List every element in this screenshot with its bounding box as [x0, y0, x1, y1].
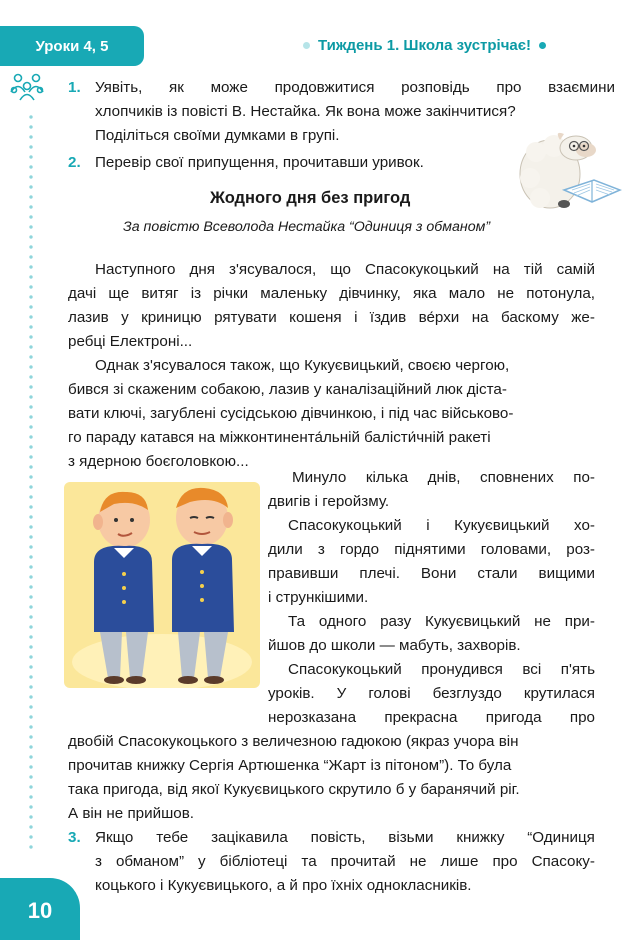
- story-line: Та одного разу Кукуєвицький не при-: [288, 613, 595, 630]
- story-line: така пригода, від якої Кукуєвицького скрутило б у баранячий ріг.: [68, 781, 520, 798]
- story-line: дили з гордо піднятими головами, роз-: [268, 541, 595, 558]
- story-line: А він не прийшов.: [68, 805, 195, 822]
- story-line: Минуло кілька днів, сповнених по-: [292, 469, 595, 486]
- lesson-label: Уроки 4, 5: [35, 37, 109, 55]
- week-header: [303, 33, 603, 57]
- page-number: [0, 878, 80, 940]
- story-line: з ядерною боєголовкою...: [68, 453, 249, 470]
- story-title: Жодного дня без пригод: [210, 189, 411, 207]
- margin-dotted-line: [29, 112, 33, 854]
- story-line: нерозказана прекрасна пригода про: [268, 709, 595, 726]
- task-3-line: Якщо тебе зацікавила повість, візьми книжку “Одиниця: [95, 829, 595, 846]
- story-line: правивши плечі. Вони стали вищими: [268, 565, 595, 582]
- story-line: двигів і геройзму.: [268, 493, 390, 510]
- story-line: уроків. У голові безглуздо крутилася: [268, 685, 595, 702]
- task-number: 3.: [68, 829, 81, 846]
- task-3-line: коцького і Кукуєвицького, а й про їхніх однокласників.: [95, 877, 472, 894]
- story-line: йшов до школи — мабуть, захворів.: [268, 637, 521, 654]
- story-subtitle: За повістю Всеволода Нестайка “Одиниця з обманом”: [123, 219, 491, 235]
- page-number-label: 10: [27, 898, 53, 923]
- dot-bullet-icon: [539, 42, 546, 49]
- dot-bullet-icon: [303, 42, 310, 49]
- story-line: ребці Електроні...: [68, 333, 193, 350]
- lesson-tab: [0, 26, 144, 66]
- sheep-reading-illustration: [516, 124, 622, 216]
- story-line: дачі ще витяг із річки маленьку дівчинку, яка мало не потонула,: [68, 285, 595, 302]
- task-1-line: Уявіть, як може продовжитися розповідь про взаємини: [95, 79, 615, 96]
- story-line: Спасокукоцький і Кукуєвицький хо-: [288, 517, 595, 534]
- story-line: прочитав книжку Сергія Артюшенка “Жарт із пітоном”). То була: [68, 757, 512, 774]
- story-line: двобій Спасокукоцького з величезною гадюкою (якраз учора він: [68, 733, 519, 750]
- task-number: 1.: [68, 79, 81, 96]
- task-1-line: Поділіться своїми думками в групі.: [95, 127, 340, 144]
- story-line: і стрункішими.: [268, 589, 369, 606]
- story-line: Спасокукоцький пронудився всі п'ять: [288, 661, 595, 678]
- group-work-icon: [8, 72, 46, 102]
- story-line: Наступного дня з'ясувалося, що Спасокукоцький на тій самій: [95, 261, 595, 278]
- task-2-text: Перевір свої припущення, прочитавши уривок.: [95, 154, 424, 171]
- story-line: го параду катався на міжконтинента́льній балісти́чній ракеті: [68, 429, 491, 446]
- two-boys-illustration: [64, 482, 260, 688]
- task-1-line: хлопчиків із повісті В. Нестайка. Як вона може закінчитися?: [95, 103, 516, 120]
- story-line: вати ключі, загублені сусідською дівчинкою, і під час військово-: [68, 405, 514, 422]
- story-line: бився зі скаженим собакою, лазив у каналізаційний люк діста-: [68, 381, 507, 398]
- week-title: Тиждень 1. Школа зустрічає!: [318, 36, 532, 54]
- task-number: 2.: [68, 154, 81, 171]
- story-line: Однак з'ясувалося також, що Кукуєвицький, своєю чергою,: [95, 357, 510, 374]
- task-3-line: з обманом” у бібліотеці та прочитай не лише про Спасоку-: [95, 853, 595, 870]
- story-line: лазив у криницю рятувати кошеня і їздив ве́рхи на баскому же-: [68, 309, 595, 326]
